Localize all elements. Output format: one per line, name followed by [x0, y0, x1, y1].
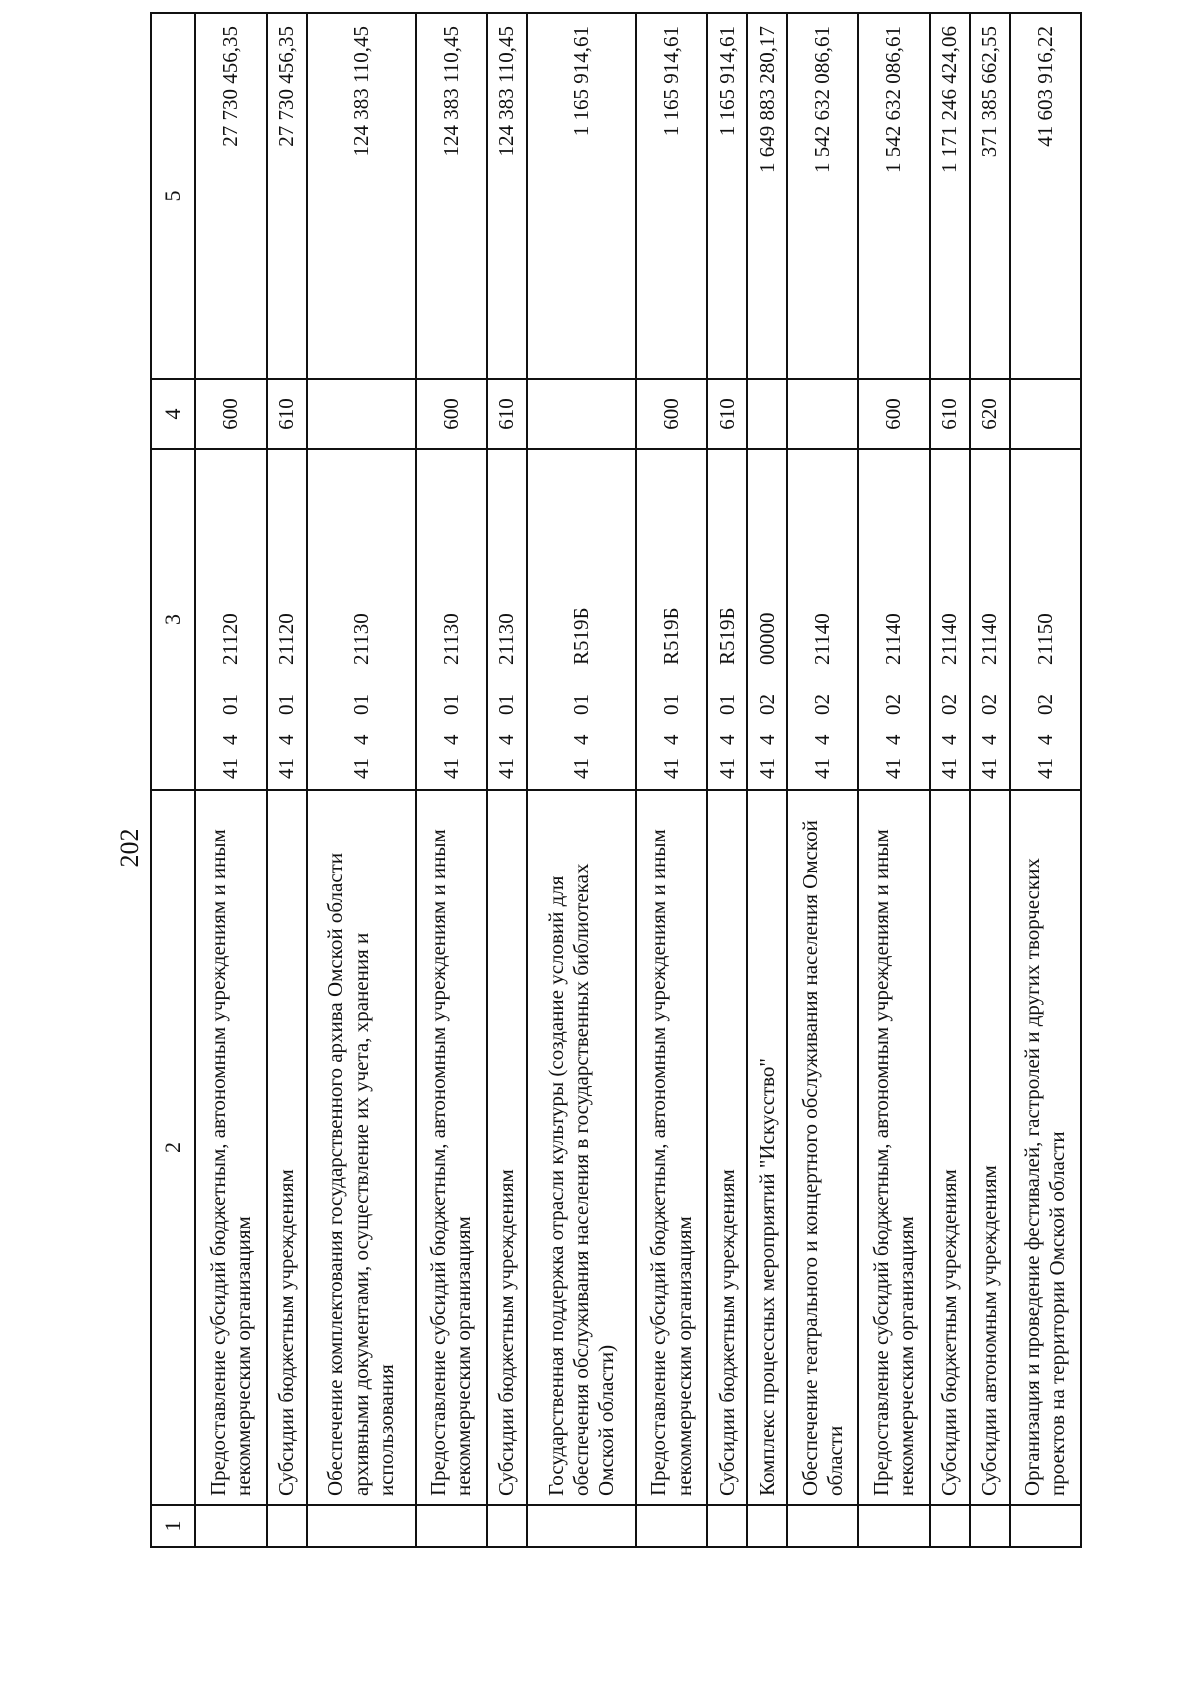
code-part: 21130 [494, 613, 519, 665]
code-part: 01 [658, 694, 683, 715]
row-amount: 1 542 632 086,61 [858, 13, 929, 379]
row-name: Организация и проведение фестивалей, гастролей и других творческих проектов на территории Омской области [1010, 790, 1081, 1505]
code-part: 4 [977, 734, 1002, 745]
code-part: 01 [274, 694, 299, 715]
row-code [527, 449, 636, 790]
row-code [930, 449, 970, 790]
header-col-4: 4 [151, 379, 195, 449]
code-part: 41 [658, 758, 683, 779]
row-name: Обеспечение театрального и концертного обслуживания населения Омской области [787, 790, 858, 1505]
row-number-cell [267, 1505, 307, 1547]
code-part: 01 [568, 694, 593, 715]
code-part: R519Б [568, 607, 593, 665]
code-part: 21130 [438, 613, 463, 665]
code-part: 41 [977, 758, 1002, 779]
row-number-cell [707, 1505, 747, 1547]
code-part: 4 [568, 734, 593, 745]
row-name: Комплекс процессных мероприятий "Искусство" [747, 790, 787, 1505]
row-name: Государственная поддержка отрасли культуры (создание условий для обеспечения обслуживания населения в государственных библиотеках Омской области) [527, 790, 636, 1505]
table-row [527, 13, 636, 1547]
row-vr: 610 [930, 379, 970, 449]
code-part: 21120 [218, 613, 243, 665]
table-row [787, 13, 858, 1547]
code-part: 41 [274, 758, 299, 779]
code-part: 21120 [274, 613, 299, 665]
row-amount: 124 383 110,45 [416, 13, 487, 379]
code-part: 4 [714, 734, 739, 745]
row-number-cell [1010, 1505, 1081, 1547]
row-amount: 1 649 883 280,17 [747, 13, 787, 379]
row-code [195, 449, 266, 790]
code-part: 21140 [937, 613, 962, 665]
code-part: 41 [348, 758, 373, 779]
row-vr: 600 [858, 379, 929, 449]
row-name: Субсидии бюджетным учреждениям [930, 790, 970, 1505]
row-number-cell [487, 1505, 527, 1547]
code-part: 21140 [881, 613, 906, 665]
table-row [930, 13, 970, 1547]
row-code [858, 449, 929, 790]
code-part: 41 [1032, 758, 1057, 779]
row-name: Предоставление субсидий бюджетным, автономным учреждениям и иным некоммерческим организациям [636, 790, 707, 1505]
table-row [416, 13, 487, 1547]
code-part: 01 [218, 694, 243, 715]
code-part: 41 [754, 758, 779, 779]
table-row [636, 13, 707, 1547]
row-amount: 1 165 914,61 [527, 13, 636, 379]
code-part: 4 [658, 734, 683, 745]
code-part: 4 [881, 734, 906, 745]
row-vr [747, 379, 787, 449]
table-row [487, 13, 527, 1547]
row-number-cell [527, 1505, 636, 1547]
row-amount: 27 730 456,35 [267, 13, 307, 379]
table-row [195, 13, 266, 1547]
code-part: 02 [977, 694, 1002, 715]
row-vr [787, 379, 858, 449]
code-part: 01 [494, 694, 519, 715]
row-number-cell [416, 1505, 487, 1547]
row-vr [527, 379, 636, 449]
row-number-cell [858, 1505, 929, 1547]
code-part: 41 [714, 758, 739, 779]
code-part: 41 [881, 758, 906, 779]
row-number-cell [747, 1505, 787, 1547]
header-col-2: 2 [151, 790, 195, 1505]
row-code [487, 449, 527, 790]
row-number-cell [787, 1505, 858, 1547]
code-part: 4 [274, 734, 299, 745]
row-code [267, 449, 307, 790]
row-vr: 610 [707, 379, 747, 449]
code-part: 21150 [1032, 613, 1057, 665]
row-code [707, 449, 747, 790]
row-name: Субсидии бюджетным учреждениям [487, 790, 527, 1505]
row-name: Субсидии бюджетным учреждениям [267, 790, 307, 1505]
code-part: 00000 [754, 612, 779, 665]
row-code [416, 449, 487, 790]
row-vr [1010, 379, 1081, 449]
row-name: Предоставление субсидий бюджетным, автономным учреждениям и иным некоммерческим организациям [858, 790, 929, 1505]
table-row [970, 13, 1010, 1547]
row-number-cell [930, 1505, 970, 1547]
code-part: 41 [810, 758, 835, 779]
table-row [1010, 13, 1081, 1547]
code-part: 4 [348, 734, 373, 745]
row-amount: 1 165 914,61 [707, 13, 747, 379]
code-part: 21130 [348, 613, 373, 665]
table-row [307, 13, 416, 1547]
row-vr: 610 [487, 379, 527, 449]
row-code [747, 449, 787, 790]
code-part: 21140 [977, 613, 1002, 665]
row-vr: 620 [970, 379, 1010, 449]
table-row [267, 13, 307, 1547]
row-amount: 1 171 246 424,06 [930, 13, 970, 379]
header-col-1: 1 [151, 1505, 195, 1547]
row-amount: 1 165 914,61 [636, 13, 707, 379]
row-name: Субсидии бюджетным учреждениям [707, 790, 747, 1505]
code-part: R519Б [658, 607, 683, 665]
row-vr: 600 [636, 379, 707, 449]
code-part: 4 [754, 734, 779, 745]
code-part: R519Б [714, 607, 739, 665]
row-number-cell [636, 1505, 707, 1547]
code-part: 41 [568, 758, 593, 779]
row-name: Субсидии автономным учреждениям [970, 790, 1010, 1505]
row-amount: 371 385 662,55 [970, 13, 1010, 379]
table-header-row [151, 13, 195, 1547]
row-name: Обеспечение комплектования государственного архива Омской области архивными документами, осуществление их учета, хранения и использования [307, 790, 416, 1505]
row-vr: 600 [195, 379, 266, 449]
row-vr: 610 [267, 379, 307, 449]
row-code [970, 449, 1010, 790]
code-part: 21140 [810, 613, 835, 665]
code-part: 4 [810, 734, 835, 745]
code-part: 02 [937, 694, 962, 715]
code-part: 02 [810, 694, 835, 715]
table-row [858, 13, 929, 1547]
row-vr [307, 379, 416, 449]
row-amount: 124 383 110,45 [487, 13, 527, 379]
row-vr: 600 [416, 379, 487, 449]
code-part: 41 [494, 758, 519, 779]
row-code [636, 449, 707, 790]
row-number-cell [307, 1505, 416, 1547]
code-part: 41 [937, 758, 962, 779]
row-name: Предоставление субсидий бюджетным, автономным учреждениям и иным некоммерческим организациям [195, 790, 266, 1505]
code-part: 01 [348, 694, 373, 715]
row-amount: 41 603 916,22 [1010, 13, 1081, 379]
header-col-3: 3 [151, 449, 195, 790]
code-part: 4 [438, 734, 463, 745]
row-number-cell [970, 1505, 1010, 1547]
header-col-5: 5 [151, 13, 195, 379]
row-code [787, 449, 858, 790]
code-part: 4 [1032, 734, 1057, 745]
row-name: Предоставление субсидий бюджетным, автономным учреждениям и иным некоммерческим организациям [416, 790, 487, 1505]
code-part: 02 [1032, 694, 1057, 715]
row-amount: 1 542 632 086,61 [787, 13, 858, 379]
row-amount: 124 383 110,45 [307, 13, 416, 379]
code-part: 4 [494, 734, 519, 745]
row-amount: 27 730 456,35 [195, 13, 266, 379]
table-row [747, 13, 787, 1547]
row-code [307, 449, 416, 790]
code-part: 41 [218, 758, 243, 779]
code-part: 4 [937, 734, 962, 745]
budget-table [150, 12, 1082, 1548]
row-code [1010, 449, 1081, 790]
code-part: 02 [881, 694, 906, 715]
code-part: 01 [438, 694, 463, 715]
rotated-table-container [150, 26, 1082, 1548]
page-number: 202 [115, 828, 144, 868]
code-part: 41 [438, 758, 463, 779]
table-row [707, 13, 747, 1547]
code-part: 4 [218, 734, 243, 745]
row-number-cell [195, 1505, 266, 1547]
code-part: 02 [754, 694, 779, 715]
code-part: 01 [714, 694, 739, 715]
